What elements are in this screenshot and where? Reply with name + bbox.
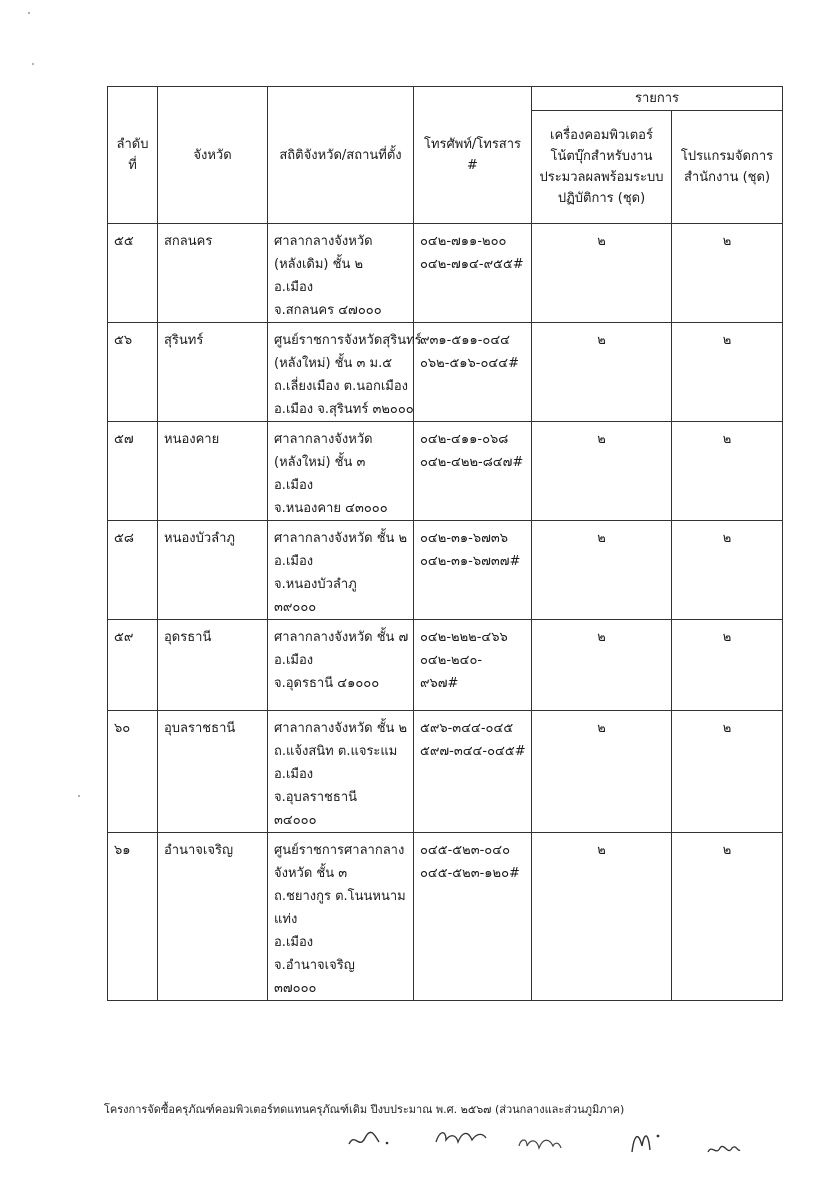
table-row	[108, 224, 783, 323]
row-address	[268, 620, 414, 711]
row-address	[268, 711, 414, 833]
address-line: อ.เมือง	[274, 935, 314, 950]
row-notebook-count: ๒	[532, 323, 672, 422]
header-province: จังหวัด	[158, 87, 268, 224]
address-line: จ.อำนาจเจริญ	[274, 958, 355, 973]
row-address	[268, 422, 414, 521]
scan-speck	[32, 63, 34, 65]
row-phone	[414, 620, 532, 711]
row-number: ๕๖	[108, 323, 158, 422]
row-phone	[414, 422, 532, 521]
header-software: โปรแกรมจัดการสำนักงาน (ชุด)	[672, 111, 783, 224]
row-number: ๖๐	[108, 711, 158, 833]
handwritten-initial-5	[704, 1138, 744, 1160]
phone-line: ๙๓๑-๕๑๑-๐๔๔	[420, 333, 510, 348]
header-order: ลำดับที่	[108, 87, 158, 224]
handwritten-initial-2	[432, 1124, 492, 1150]
table-body	[108, 224, 783, 1001]
row-notebook-count: ๒	[532, 224, 672, 323]
row-province: สกลนคร	[158, 224, 268, 323]
phone-line: ๐๔๕-๕๒๓-๐๔๐	[420, 843, 510, 858]
header-notebook: เครื่องคอมพิวเตอร์โน้ตบุ๊กสำหรับงานประมวลผลพร้อมระบบปฏิบัติการ (ชุด)	[532, 111, 672, 224]
row-phone	[414, 224, 532, 323]
phone-line: ๐๔๒-๓๑-๖๗๓๖	[420, 531, 509, 546]
row-number: ๖๑	[108, 833, 158, 1001]
address-line: อ.เมือง	[274, 554, 314, 569]
address-line: ศาลากลางจังหวัด ชั้น ๗	[274, 630, 409, 645]
address-line: ศูนย์ราชการจังหวัดสุรินทร์	[274, 333, 422, 348]
address-line: จ.สกลนคร ๔๗๐๐๐	[274, 303, 382, 318]
table-row	[108, 620, 783, 711]
header-office: สถิติจังหวัด/สถานที่ตั้ง	[268, 87, 414, 224]
address-line: อ.เมือง	[274, 767, 314, 782]
address-line: อ.เมือง จ.สุรินทร์ ๓๒๐๐๐	[274, 402, 414, 417]
row-phone	[414, 711, 532, 833]
handwritten-initial-3	[515, 1132, 565, 1154]
row-software-count: ๒	[672, 422, 783, 521]
phone-line: ๐๔๕-๕๒๓-๑๒๐#	[420, 866, 520, 881]
address-line: ๓๔๐๐๐	[274, 813, 317, 828]
handwritten-initial-1	[345, 1128, 395, 1152]
address-line: แท่ง	[274, 912, 298, 927]
table-row	[108, 833, 783, 1001]
phone-line: ๐๔๒-๓๑-๖๗๓๗#	[420, 554, 521, 569]
row-software-count: ๒	[672, 323, 783, 422]
row-number: ๕๙	[108, 620, 158, 711]
row-address	[268, 833, 414, 1001]
phone-line: ๐๔๒-๒๔๐-	[420, 653, 483, 668]
address-line: ศาลากลางจังหวัด ชั้น ๒	[274, 721, 408, 736]
phone-line: ๐๔๒-๗๑๔-๙๕๕#	[420, 257, 524, 272]
address-line: ถ.เลี่ยงเมือง ต.นอกเมือง	[274, 379, 408, 394]
row-number: ๕๗	[108, 422, 158, 521]
row-phone	[414, 833, 532, 1001]
address-line: อ.เมือง	[274, 478, 314, 493]
address-line: ศูนย์ราชการศาลากลาง	[274, 843, 405, 858]
row-address	[268, 323, 422, 422]
address-line: จังหวัด ชั้น ๓	[274, 866, 348, 881]
address-line: อ.เมือง	[274, 653, 314, 668]
address-line: จ.หนองบัวลำภู	[274, 577, 357, 592]
scan-speck	[28, 12, 30, 14]
header-items: รายการ	[532, 87, 783, 111]
phone-line: ๐๖๒-๕๑๖-๐๔๔#	[420, 356, 519, 371]
table-row	[108, 422, 783, 521]
address-line: ๓๗๐๐๐	[274, 981, 317, 996]
address-line: จ.หนองคาย ๔๓๐๐๐	[274, 501, 388, 516]
row-province: อุดรธานี	[158, 620, 268, 711]
row-address	[268, 521, 414, 620]
phone-line: ๕๙๗-๓๔๔-๐๔๕#	[420, 744, 526, 759]
row-province: อำนาจเจริญ	[158, 833, 268, 1001]
address-line: ๓๙๐๐๐	[274, 600, 317, 615]
address-line: (หลังใหม่) ชั้น ๓	[274, 455, 366, 470]
header-phone: โทรศัพท์/โทรสาร #	[414, 87, 532, 224]
table-row	[108, 521, 783, 620]
address-line: ถ.ชยางกูร ต.โนนหนาม	[274, 889, 406, 904]
row-software-count: ๒	[672, 224, 783, 323]
row-notebook-count: ๒	[532, 711, 672, 833]
scan-speck	[78, 795, 80, 797]
phone-line: ๐๔๒-๒๒๒-๔๖๖	[420, 630, 508, 645]
row-notebook-count: ๒	[532, 521, 672, 620]
row-notebook-count: ๒	[532, 422, 672, 521]
phone-line: ๙๖๗#	[420, 676, 459, 691]
row-software-count: ๒	[672, 833, 783, 1001]
row-province: อุบลราชธานี	[158, 711, 268, 833]
row-phone	[414, 323, 532, 422]
table-row	[108, 323, 783, 422]
address-line: จ.อุดรธานี ๔๑๐๐๐	[274, 676, 380, 691]
row-province: หนองคาย	[158, 422, 268, 521]
row-province: หนองบัวลำภู	[158, 521, 268, 620]
row-software-count: ๒	[672, 620, 783, 711]
row-number: ๕๕	[108, 224, 158, 323]
address-line: ศาลากลางจังหวัด	[274, 432, 373, 447]
table-row	[108, 711, 783, 833]
row-software-count: ๒	[672, 521, 783, 620]
address-line: จ.อุบลราชธานี	[274, 790, 358, 805]
address-line: (หลังเดิม) ชั้น ๒	[274, 257, 364, 272]
phone-line: ๐๔๒-๔๒๒-๘๔๗#	[420, 455, 524, 470]
row-number: ๕๘	[108, 521, 158, 620]
row-province: สุรินทร์	[158, 323, 268, 422]
row-software-count: ๒	[672, 711, 783, 833]
row-address	[268, 224, 414, 323]
row-phone	[414, 521, 532, 620]
row-notebook-count: ๒	[532, 833, 672, 1001]
phone-line: ๐๔๒-๗๑๑-๒๐๐	[420, 234, 507, 249]
equipment-allocation-table	[107, 86, 783, 1001]
footer-project-title: โครงการจัดซื้อครุภัณฑ์คอมพิวเตอร์ทดแทนครุภัณฑ์เดิม ปีงบประมาณ พ.ศ. ๒๕๖๗ (ส่วนกลางและส่วนภูมิภาค)	[104, 1103, 625, 1116]
phone-line: ๕๙๖-๓๔๔-๐๔๕	[420, 721, 514, 736]
handwritten-initial-4	[628, 1126, 668, 1156]
row-notebook-count: ๒	[532, 620, 672, 711]
address-line: ถ.แจ้งสนิท ต.แจระแม	[274, 744, 398, 759]
address-line: ศาลากลางจังหวัด	[274, 234, 373, 249]
address-line: อ.เมือง	[274, 280, 314, 295]
address-line: (หลังใหม่) ชั้น ๓ ม.๕	[274, 356, 393, 371]
phone-line: ๐๔๒-๔๑๑-๐๖๘	[420, 432, 509, 447]
address-line: ศาลากลางจังหวัด ชั้น ๒	[274, 531, 408, 546]
